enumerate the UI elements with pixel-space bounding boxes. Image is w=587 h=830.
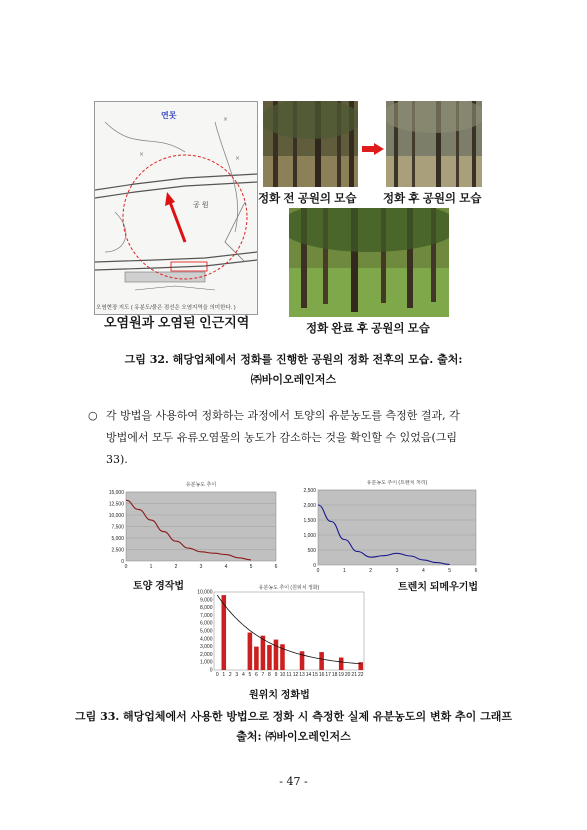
- bar: [261, 636, 266, 670]
- x-tick-label: 8: [268, 672, 271, 678]
- x-tick-label: 19: [338, 672, 344, 678]
- y-tick-label: 4,000: [199, 636, 213, 643]
- x-tick-label: 2: [174, 564, 178, 570]
- chart-title: 유분농도 추이 (원위치 정화): [258, 585, 320, 591]
- y-tick-label: 7,500: [111, 524, 124, 531]
- y-tick-label: 12,500: [108, 501, 124, 508]
- x-tick-label: 0: [124, 564, 128, 570]
- y-tick-label: 15,000: [108, 489, 124, 496]
- map-pond-label: 연못: [161, 111, 177, 120]
- park-complete-photo: [289, 208, 449, 317]
- svg-text:×: ×: [139, 151, 145, 158]
- chart-soil-farming: [92, 478, 286, 576]
- y-tick-label: 10,000: [108, 512, 124, 519]
- map-footnote: 오염현장 지도 ( 유분도/붉은 점선은 오염지역을 의미한다. ): [96, 305, 236, 311]
- chart-title: 유분농도 추이 (트렌치 처리): [366, 480, 428, 486]
- x-tick-label: 1: [222, 672, 226, 678]
- y-tick-label: 10,000: [197, 589, 213, 596]
- x-tick-label: 7: [261, 672, 265, 678]
- y-tick-label: 0: [121, 558, 124, 565]
- contamination-site-map: [94, 101, 258, 315]
- svg-text:×: ×: [223, 116, 229, 123]
- chart-trench-backfill: [290, 480, 486, 576]
- y-tick-label: 0: [313, 562, 316, 569]
- x-tick-label: 3: [235, 672, 239, 678]
- x-tick-label: 2: [228, 672, 232, 678]
- y-tick-label: 6,000: [199, 620, 213, 627]
- x-tick-label: 6: [255, 672, 258, 678]
- x-tick-label: 6: [274, 564, 278, 570]
- x-tick-label: 4: [224, 564, 228, 570]
- x-tick-label: 11: [286, 672, 292, 678]
- chart-soil-farming-svg: [92, 478, 286, 576]
- y-tick-label: 3,000: [199, 644, 213, 651]
- x-tick-label: 20: [344, 672, 351, 678]
- x-tick-label: 3: [395, 568, 399, 574]
- y-tick-label: 8,000: [199, 605, 213, 612]
- park-after-photo: [386, 101, 482, 187]
- y-tick-label: 5,000: [111, 535, 124, 542]
- x-tick-label: 16: [318, 672, 325, 678]
- map-park-label: 공 원: [193, 202, 209, 209]
- site-map-drawing: [95, 102, 257, 314]
- y-tick-label: 5,000: [199, 628, 213, 635]
- bar: [274, 640, 279, 670]
- chart-title: 유분농도 추이: [185, 482, 217, 488]
- x-tick-label: 1: [149, 564, 153, 570]
- x-tick-label: 9: [274, 672, 278, 678]
- bar: [267, 645, 272, 670]
- y-tick-label: 2,500: [111, 547, 124, 554]
- bar: [339, 658, 344, 670]
- figure33-caption-line1: 그림 33. 해당업체에서 사용한 방법으로 정화 시 측정한 실제 유분농도의 변화 추이 그래프: [75, 710, 512, 723]
- x-tick-label: 5: [249, 564, 253, 570]
- x-tick-label: 4: [241, 672, 245, 678]
- x-tick-label: 4: [421, 568, 425, 574]
- x-tick-label: 17: [325, 672, 331, 678]
- bar: [319, 652, 324, 670]
- y-tick-label: 9,000: [199, 597, 213, 604]
- map-caption: 오염원과 오염된 인근지역: [104, 315, 250, 330]
- x-tick-label: 18: [331, 672, 338, 678]
- x-tick-label: 22: [357, 672, 364, 678]
- x-tick-label: 10: [279, 672, 286, 678]
- y-tick-label: 1,500: [303, 517, 316, 524]
- y-tick-label: 1,000: [303, 532, 316, 539]
- figure32-caption-line1: 그림 32. 해당업체에서 정화를 진행한 공원의 정화 전후의 모습. 출처:: [124, 353, 463, 366]
- paragraph-line2: 방법에서 모두 유류오염물의 농도가 감소하는 것을 확인할 수 있었음(그림: [106, 431, 458, 444]
- figure33-caption-line2: 출처: ㈜바이오레인저스: [236, 730, 351, 743]
- x-tick-label: 5: [248, 672, 252, 678]
- x-tick-label: 0: [215, 672, 219, 678]
- y-tick-label: 500: [307, 547, 316, 554]
- figure32-caption-line2: ㈜바이오레인저스: [250, 373, 337, 386]
- x-tick-label: 3: [199, 564, 203, 570]
- complete-photo-label: 정화 완료 후 공원의 모습: [306, 323, 430, 335]
- x-tick-label: 6: [474, 568, 478, 574]
- before-photo-label: 정화 전 공원의 모습: [258, 193, 357, 205]
- y-tick-label: 1,000: [199, 659, 213, 666]
- bar: [248, 633, 253, 670]
- bar: [254, 647, 259, 670]
- x-tick-label: 15: [312, 672, 318, 678]
- x-tick-label: 5: [448, 568, 452, 574]
- bullet-icon: ○: [88, 409, 98, 422]
- paragraph-line3: 33).: [106, 453, 128, 466]
- y-tick-label: 2,000: [303, 502, 316, 509]
- chart-trench-backfill-svg: [290, 480, 486, 576]
- after-photo-label: 정화 후 공원의 모습: [383, 193, 482, 205]
- y-tick-label: 7,000: [199, 612, 213, 619]
- park-before-photo: [263, 101, 358, 187]
- x-tick-label: 0: [316, 568, 320, 574]
- chart-trench-backfill-label: 트렌치 되메우기법: [398, 582, 479, 593]
- chart-in-situ-label: 원위치 정화법: [249, 690, 310, 701]
- x-tick-label: 14: [305, 672, 312, 678]
- x-tick-label: 21: [351, 672, 357, 678]
- arrow-right-icon: [362, 140, 384, 152]
- page-number: - 47 -: [279, 775, 308, 788]
- x-tick-label: 12: [292, 672, 299, 678]
- x-tick-label: 1: [342, 568, 346, 574]
- svg-text:×: ×: [235, 155, 241, 162]
- y-tick-label: 2,500: [303, 487, 316, 494]
- y-tick-label: 2,000: [199, 651, 213, 658]
- y-tick-label: 0: [209, 667, 213, 674]
- chart-in-situ: [197, 582, 369, 685]
- x-tick-label: 2: [369, 568, 373, 574]
- x-tick-label: 13: [299, 672, 305, 678]
- chart-in-situ-svg: [197, 582, 369, 685]
- chart-soil-farming-label: 토양 경작법: [133, 581, 185, 592]
- paragraph-line1: 각 방법을 사용하여 정화하는 과정에서 토양의 유분농도를 측정한 결과, 각: [106, 409, 460, 422]
